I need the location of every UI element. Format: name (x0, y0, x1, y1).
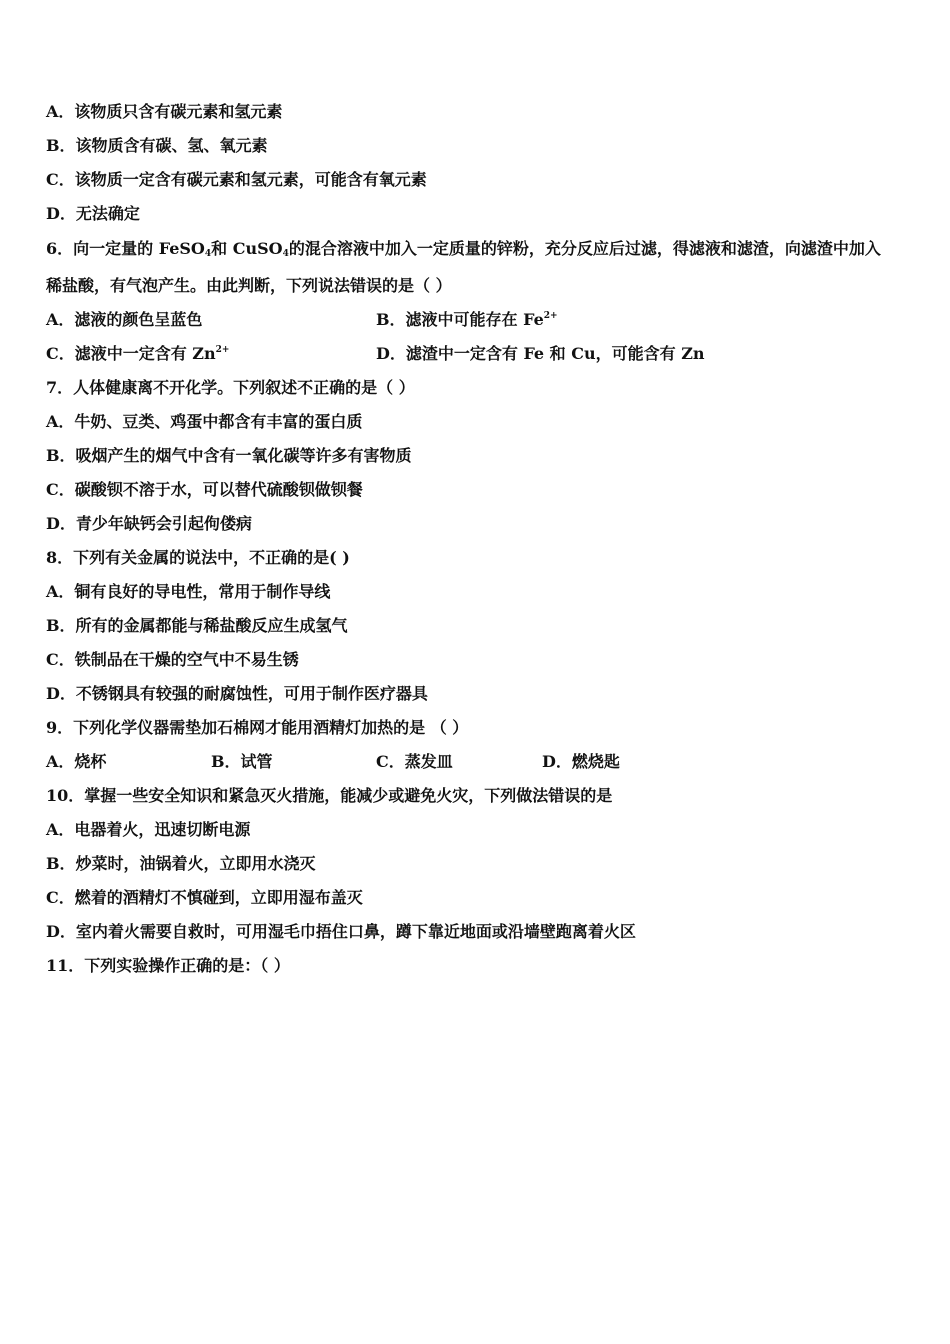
q7-option-a: A．牛奶、豆类、鸡蛋中都含有丰富的蛋白质 (46, 412, 363, 431)
q8-stem: 8．下列有关金属的说法中，不正确的是( ) (46, 548, 350, 567)
q7-option-c: C．碳酸钡不溶于水，可以替代硫酸钡做钡餐 (46, 480, 363, 499)
q5-option-a: A．该物质只含有碳元素和氢元素 (46, 102, 283, 121)
q6-option-d: D．滤渣中一定含有 Fe 和 Cu，可能含有 Zn (376, 344, 705, 363)
q6-option-c (46, 344, 229, 364)
q9-stem: 9．下列化学仪器需垫加石棉网才能用酒精灯加热的是 （ ） (46, 718, 469, 737)
q6-option-c-text: C．滤液中一定含有 Zn (46, 344, 216, 363)
q10-option-c: C．燃着的酒精灯不慎碰到，立即用湿布盖灭 (46, 888, 363, 907)
q10-option-a: A．电器着火，迅速切断电源 (46, 820, 251, 839)
q6-subscript-1: 4 (204, 249, 212, 259)
q6-option-b-superscript: 2+ (543, 311, 558, 321)
q9-option-a: A．烧杯 (46, 752, 107, 771)
q5-option-c: C．该物质一定含有碳元素和氢元素，可能含有氧元素 (46, 170, 427, 189)
q11-stem: 11．下列实验操作正确的是：（ ） (46, 956, 290, 975)
q9-option-b: B．试管 (211, 752, 273, 771)
q7-stem: 7．人体健康离不开化学。下列叙述不正确的是（ ） (46, 378, 415, 397)
q9-option-d: D．燃烧匙 (542, 752, 620, 771)
q6-stem-line1 (46, 239, 881, 259)
q8-option-c: C．铁制品在干燥的空气中不易生锈 (46, 650, 299, 669)
q7-option-b: B．吸烟产生的烟气中含有一氧化碳等许多有害物质 (46, 446, 412, 465)
q10-option-b: B．炒菜时，油锅着火，立即用水浇灭 (46, 854, 316, 873)
q6-option-b (376, 310, 558, 330)
q10-stem: 10．掌握一些安全知识和紧急灭火措施，能减少或避免火灾，下列做法错误的是 (46, 786, 613, 805)
q6-subscript-2: 4 (282, 249, 289, 259)
q5-option-d: D．无法确定 (46, 204, 140, 223)
q6-stem-text-2: 和 CuSO (211, 239, 283, 258)
q8-option-d: D．不锈钢具有较强的耐腐蚀性，可用于制作医疗器具 (46, 684, 428, 703)
q6-option-c-superscript: 2+ (215, 345, 230, 355)
q8-option-b: B．所有的金属都能与稀盐酸反应生成氢气 (46, 616, 348, 635)
q6-stem-line2: 稀盐酸，有气泡产生。由此判断，下列说法错误的是（ ） (46, 276, 452, 295)
q10-option-d: D．室内着火需要自救时，可用湿毛巾捂住口鼻，蹲下靠近地面或沿墙壁跑离着火区 (46, 922, 636, 941)
q6-stem-text-3: 的混合溶液中加入一定质量的锌粉，充分反应后过滤，得滤液和滤渣，向滤渣中加入 (288, 239, 881, 258)
q8-option-a: A．铜有良好的导电性，常用于制作导线 (46, 582, 331, 601)
q6-option-a: A．滤液的颜色呈蓝色 (46, 310, 203, 329)
q5-option-b: B．该物质含有碳、氢、氧元素 (46, 136, 268, 155)
q7-option-d: D．青少年缺钙会引起佝偻病 (46, 514, 252, 533)
q6-option-b-text: B．滤液中可能存在 Fe (376, 310, 544, 329)
q9-option-c: C．蒸发皿 (376, 752, 453, 771)
q6-stem-text-1: 6．向一定量的 FeSO (46, 239, 205, 258)
